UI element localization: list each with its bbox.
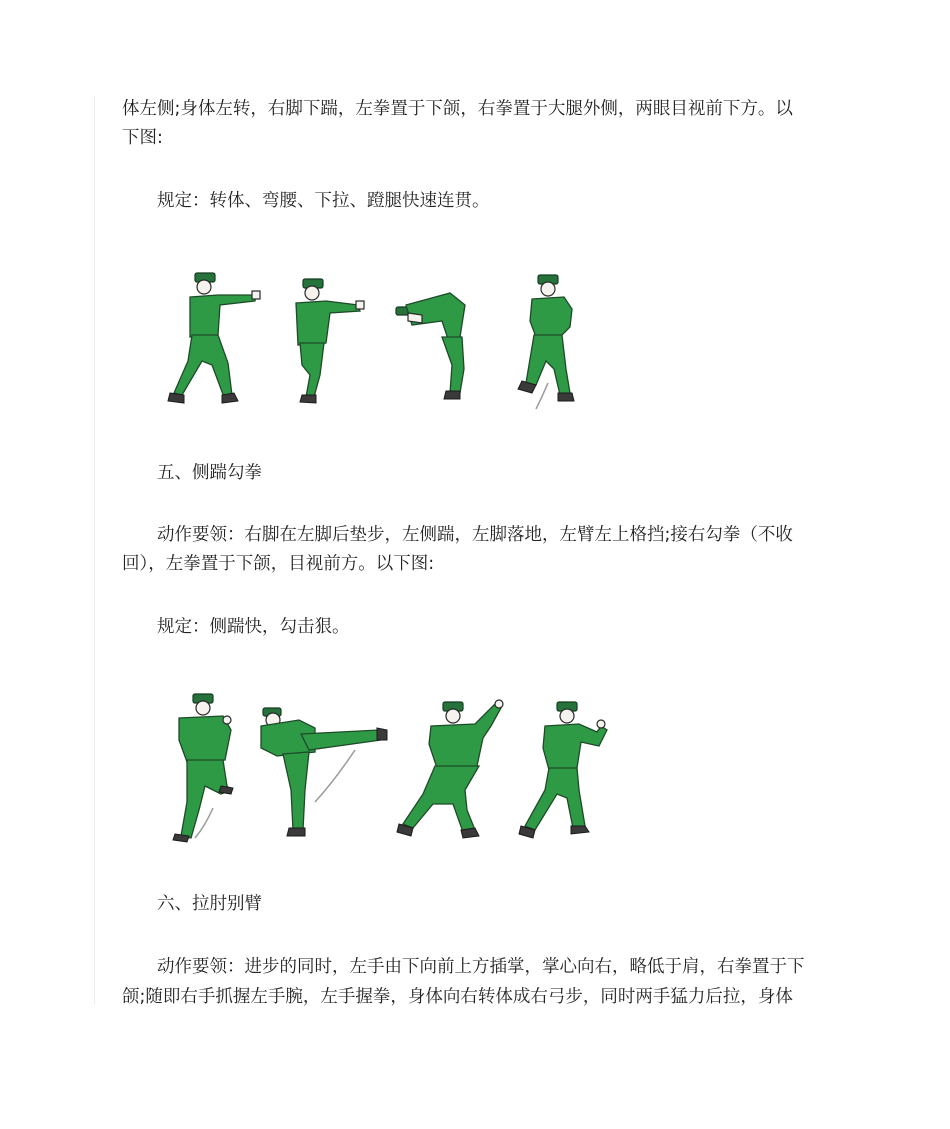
soldier-turn-icon <box>296 279 364 403</box>
illustration-row-2 <box>165 690 615 850</box>
rule-text: 规定：转体、弯腰、下拉、蹬腿快速连贯。 <box>157 191 490 211</box>
soldier-punch-stance-icon <box>168 273 260 403</box>
paragraph-line: 下图: <box>122 128 163 148</box>
soldier-kick-back-icon <box>518 275 574 409</box>
paragraph-line: 动作要领：进步的同时，左手由下向前上方插掌，掌心向右，略低于肩，右拳置于下 <box>157 957 805 977</box>
soldier-knee-raise-icon <box>173 694 233 842</box>
soldier-side-kick-icon <box>261 708 387 836</box>
illustration-row-1 <box>160 265 600 420</box>
section-heading: 六、拉肘别臂 <box>157 894 262 914</box>
paragraph-line: 体左侧;身体左转，右脚下踹，左拳置于下颌，右拳置于大腿外侧，两眼目视前下方。以 <box>122 99 793 119</box>
soldier-hook-punch-icon <box>519 702 607 838</box>
soldier-block-icon <box>397 700 503 838</box>
section-heading: 五、侧踹勾拳 <box>157 463 262 483</box>
paragraph-line: 颌;随即右手抓握左手腕，左手握拳，身体向右转体成右弓步，同时两手猛力后拉，身体 <box>122 987 793 1007</box>
rule-text: 规定：侧踹快，勾击狠。 <box>157 617 350 637</box>
paragraph-line: 回），左拳置于下颌，目视前方。以下图: <box>122 554 435 574</box>
paragraph-line: 动作要领：右脚在左脚后垫步，左侧踹，左脚落地，左臂左上格挡;接右勾拳（不收 <box>157 525 793 545</box>
soldier-bend-icon <box>396 293 465 399</box>
page-margin-line <box>94 96 95 1004</box>
